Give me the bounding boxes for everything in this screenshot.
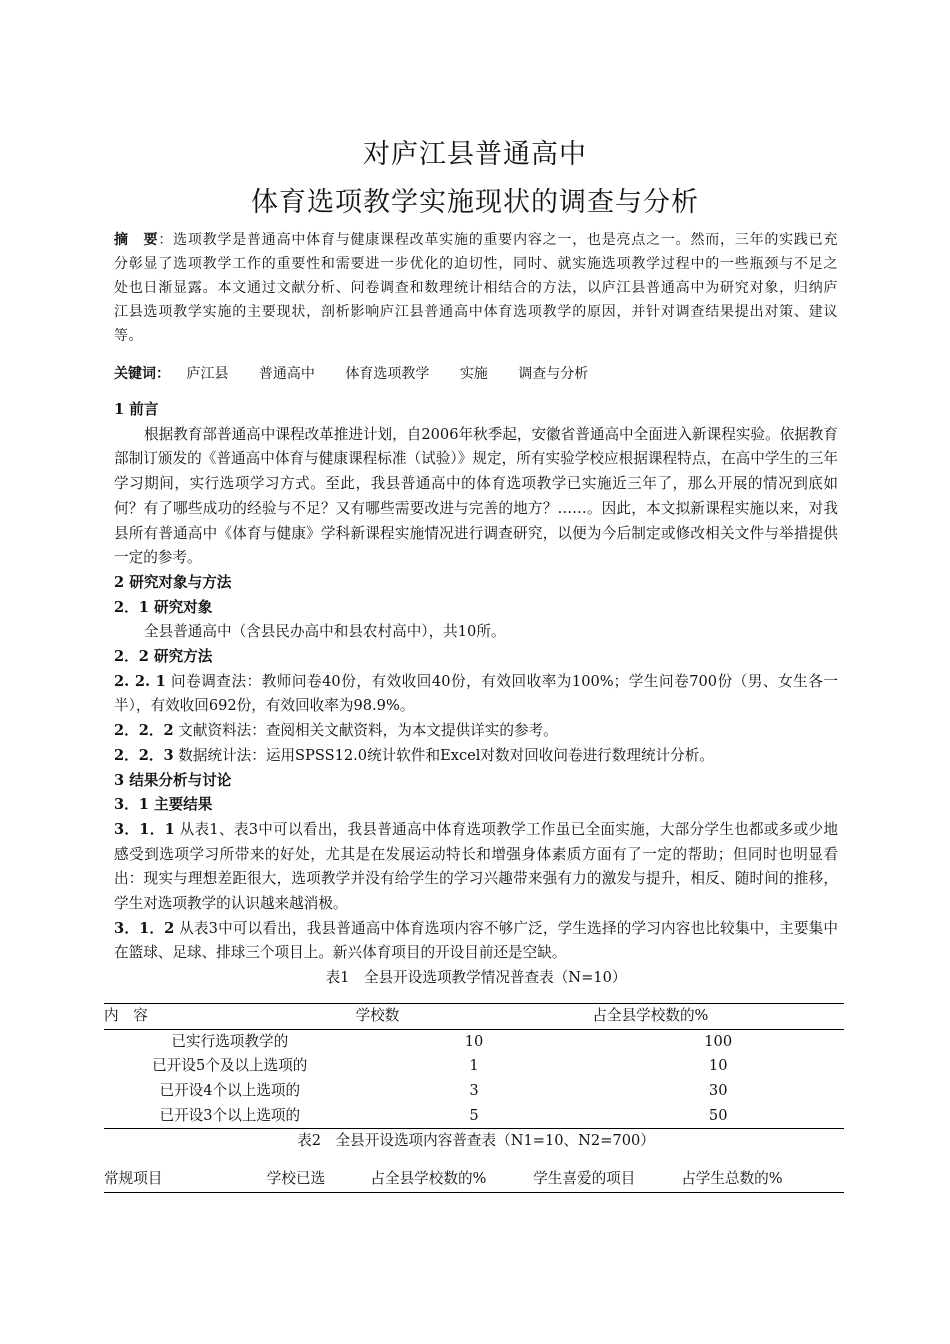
keyword: 体育选项教学	[345, 366, 430, 382]
paragraph	[114, 670, 838, 719]
table-row	[104, 1079, 844, 1104]
table-cell: 1	[469, 1057, 479, 1075]
item-number: 3．1．1	[114, 820, 175, 838]
title-line-2: 体育选项教学实施现状的调查与分析	[251, 187, 699, 218]
keyword: 实施	[459, 366, 488, 382]
abstract-label: 摘 要	[114, 232, 159, 248]
table-header-cell: 常规项目	[104, 1167, 267, 1192]
keywords	[114, 362, 838, 386]
subsection-heading: 2．2 研究方法	[114, 648, 213, 666]
abstract-text: ：选项教学是普通高中体育与健康课程改革实施的重要内容之一，也是亮点之一。然而，三年的实践已充分彰显了选项教学工作的重要性和需要进一步优化的迫切性，同时、就实施选项教学过程中的一些瓶颈与不足之处也日渐显露。本文通过文献分析、问卷调查和数理统计相结合的方法，以庐江县普通高中为研究对象，归纳庐江县选项教学实施的主要现状，剖析影响庐江县普通高中体育选项教学的原因，并针对调查结果提出对策、建议等。	[114, 232, 838, 344]
table-1	[104, 1003, 844, 1130]
subsection-heading: 2．1 研究对象	[114, 598, 213, 616]
table-row	[104, 1029, 844, 1054]
table-2-caption: 表2 全县开设选项内容普查表（N1=10、N2=700）	[297, 1132, 655, 1150]
table-header-cell: 占全县学校数的%	[592, 1003, 844, 1029]
table-cell: 5	[356, 1104, 593, 1129]
table-cell: 已开设3个以上选项的	[104, 1104, 356, 1129]
section-heading: 3 结果分析与讨论	[114, 771, 232, 789]
table-cell: 3	[469, 1081, 479, 1099]
section-heading: 1 前言	[114, 401, 159, 418]
table-2	[104, 1167, 844, 1193]
table-1-caption: 表1 全县开设选项教学情况普查表（N=10）	[325, 969, 627, 987]
item-text: 问卷调查法：教师问卷40份，有效收回40份，有效回收率为100%；学生问卷700份（男、女生各一半），有效收回692份，有效回收率为98.9%。	[114, 672, 838, 715]
table-cell: 100	[704, 1032, 733, 1050]
item-text: 数据统计法：运用SPSS12.0统计软件和Excel对数对回收问卷进行数理统计分析。	[173, 746, 714, 764]
abstract	[114, 228, 838, 348]
table-cell: 已实行选项教学的	[171, 1032, 289, 1050]
body-text	[104, 398, 838, 1193]
table-header-cell: 学生喜爱的项目	[533, 1167, 681, 1192]
keyword: 庐江县	[186, 366, 229, 382]
table-cell: 已开设5个及以上选项的	[152, 1057, 308, 1075]
table-header-cell: 学校数	[356, 1003, 593, 1029]
table-row	[104, 1104, 844, 1129]
table-header-cell: 占全县学校数的%	[370, 1167, 533, 1192]
item-number: 2．2．3	[114, 746, 174, 764]
keywords-label: 关键词：	[114, 366, 170, 382]
section-heading: 2 研究对象与方法	[114, 573, 232, 591]
item-text: 从表1、表3中可以看出，我县普通高中体育选项教学工作虽已全面实施，大部分学生也都或多或少地感受到选项学习所带来的好处，尤其是在发展运动特长和增强身体素质方面有了一定的帮助；但同时也明显看出：现实与理想差距很大，选项教学并没有给学生的学习兴趣带来强有力的激发与提升，相反、随时间的推移，学生对选项教学的认识越来越消极。	[114, 820, 838, 913]
table-header-cell: 占学生总数的%	[681, 1167, 844, 1192]
table-row	[104, 1054, 844, 1079]
subsection-heading: 3．1 主要结果	[114, 796, 213, 814]
item-text: 文献资料法：查阅相关文献资料，为本文提供详实的参考。	[173, 722, 558, 740]
keyword: 调查与分析	[518, 366, 589, 382]
table-cell: 30	[708, 1081, 728, 1099]
paragraph	[114, 818, 838, 917]
item-number: 2. 2. 1	[114, 672, 166, 690]
table-header-cell: 内 容	[104, 1003, 356, 1029]
table-cell: 10	[708, 1057, 728, 1075]
item-text: 从表3中可以看出，我县普通高中体育选项内容不够广泛，学生选择的学习内容也比较集中，主要集中在篮球、足球、排球三个项目上。新兴体育项目的开设目前还是空缺。	[114, 919, 838, 962]
paragraph: 根据教育部普通高中课程改革推进计划，自2006年秋季起，安徽省普通高中全面进入新课程实验。依据教育部制订颁发的《普通高中体育与健康课程标准（试验）》规定，所有实验学校应根据课程特点，在高中学生的三年学习期间，实行选项学习方式。至此，我县普通高中的体育选项教学已实施近三年了，那么开展的情况到底如何？有了哪些成功的经验与不足？又有哪些需要改进与完善的地方？……。因此，本文拟新课程实施以来，对我县所有普通高中《体育与健康》学科新课程实施情况进行调查研究，以便为今后制定或修改相关文件与举措提供一定的参考。	[114, 425, 838, 567]
table-header-cell: 学校已选	[267, 1167, 371, 1192]
item-number: 3．1．2	[114, 919, 175, 937]
paragraph: 全县普通高中（含县民办高中和县农村高中），共10所。	[144, 623, 506, 641]
item-number: 2．2．2	[114, 722, 174, 740]
table-header-row	[104, 1003, 844, 1029]
title-line-1: 对庐江县普通高中	[363, 139, 587, 170]
table-header-row	[104, 1167, 844, 1192]
keyword: 普通高中	[258, 366, 315, 382]
paragraph	[114, 744, 838, 769]
paragraph	[114, 917, 838, 966]
table-cell: 已开设4个以上选项的	[159, 1081, 301, 1099]
table-cell: 10	[464, 1032, 484, 1050]
table-cell: 50	[592, 1104, 844, 1129]
paragraph	[114, 719, 838, 744]
